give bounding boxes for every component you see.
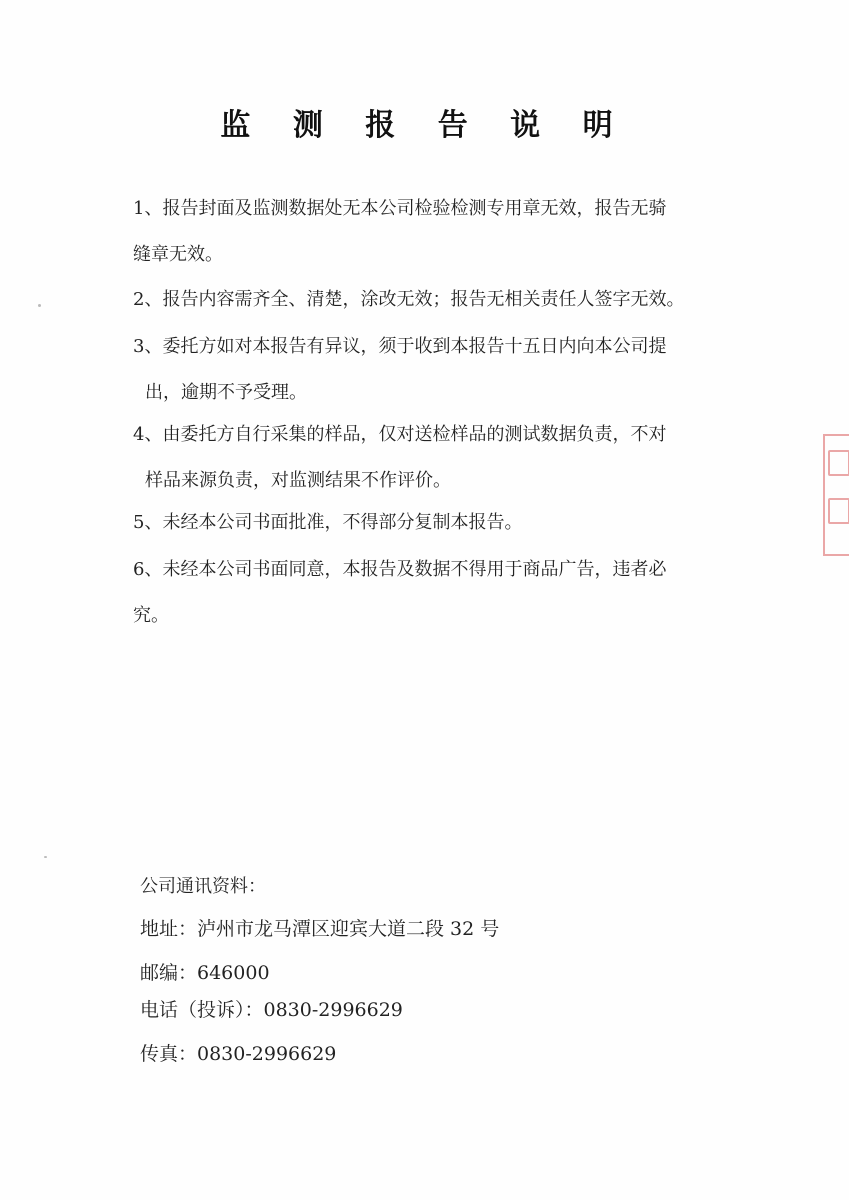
notice-item-6-line-1: 6、未经本公司书面同意，本报告及数据不得用于商品广告，违者必 xyxy=(133,559,667,580)
notice-item-1 xyxy=(133,199,743,265)
notice-item-4-line-2: 样品来源负责，对监测结果不作评价。 xyxy=(145,470,451,491)
notice-item-4 xyxy=(133,425,743,491)
notice-item-3 xyxy=(133,337,743,403)
notice-item-6 xyxy=(133,560,743,626)
notice-item-1-line-1: 1、报告封面及监测数据处无本公司检验检测专用章无效，报告无骑 xyxy=(133,198,667,219)
stamp-glyph-2 xyxy=(828,498,849,524)
contact-phone: 电话（投诉）：0830-2996629 xyxy=(140,999,403,1021)
notice-item-3-line-1: 3、委托方如对本报告有异议，须于收到本报告十五日内向本公司提 xyxy=(133,336,667,357)
notice-item-2-line-1: 2、报告内容需齐全、清楚，涂改无效；报告无相关责任人签字无效。 xyxy=(133,289,685,310)
contact-fax: 传真：0830-2996629 xyxy=(140,1043,337,1065)
notice-item-2 xyxy=(133,290,743,310)
notice-item-4-line-1: 4、由委托方自行采集的样品，仅对送检样品的测试数据负责，不对 xyxy=(133,424,667,445)
notice-item-1-line-2: 缝章无效。 xyxy=(133,244,223,265)
seam-stamp xyxy=(823,434,849,556)
notice-item-3-line-2: 出，逾期不予受理。 xyxy=(145,382,307,403)
scan-speck xyxy=(44,856,47,858)
notice-item-5-line-1: 5、未经本公司书面批准，不得部分复制本报告。 xyxy=(133,512,523,533)
stamp-glyph-1 xyxy=(828,450,849,476)
contact-heading: 公司通讯资料： xyxy=(140,876,266,897)
scan-speck xyxy=(38,304,41,307)
contact-postcode: 邮编：646000 xyxy=(140,962,270,984)
contact-address: 地址：泸州市龙马潭区迎宾大道二段 32 号 xyxy=(140,918,500,940)
notice-item-6-line-2: 究。 xyxy=(133,605,169,626)
page-title: 监 测 报 告 说 明 xyxy=(220,108,629,143)
notice-item-5 xyxy=(133,513,743,533)
